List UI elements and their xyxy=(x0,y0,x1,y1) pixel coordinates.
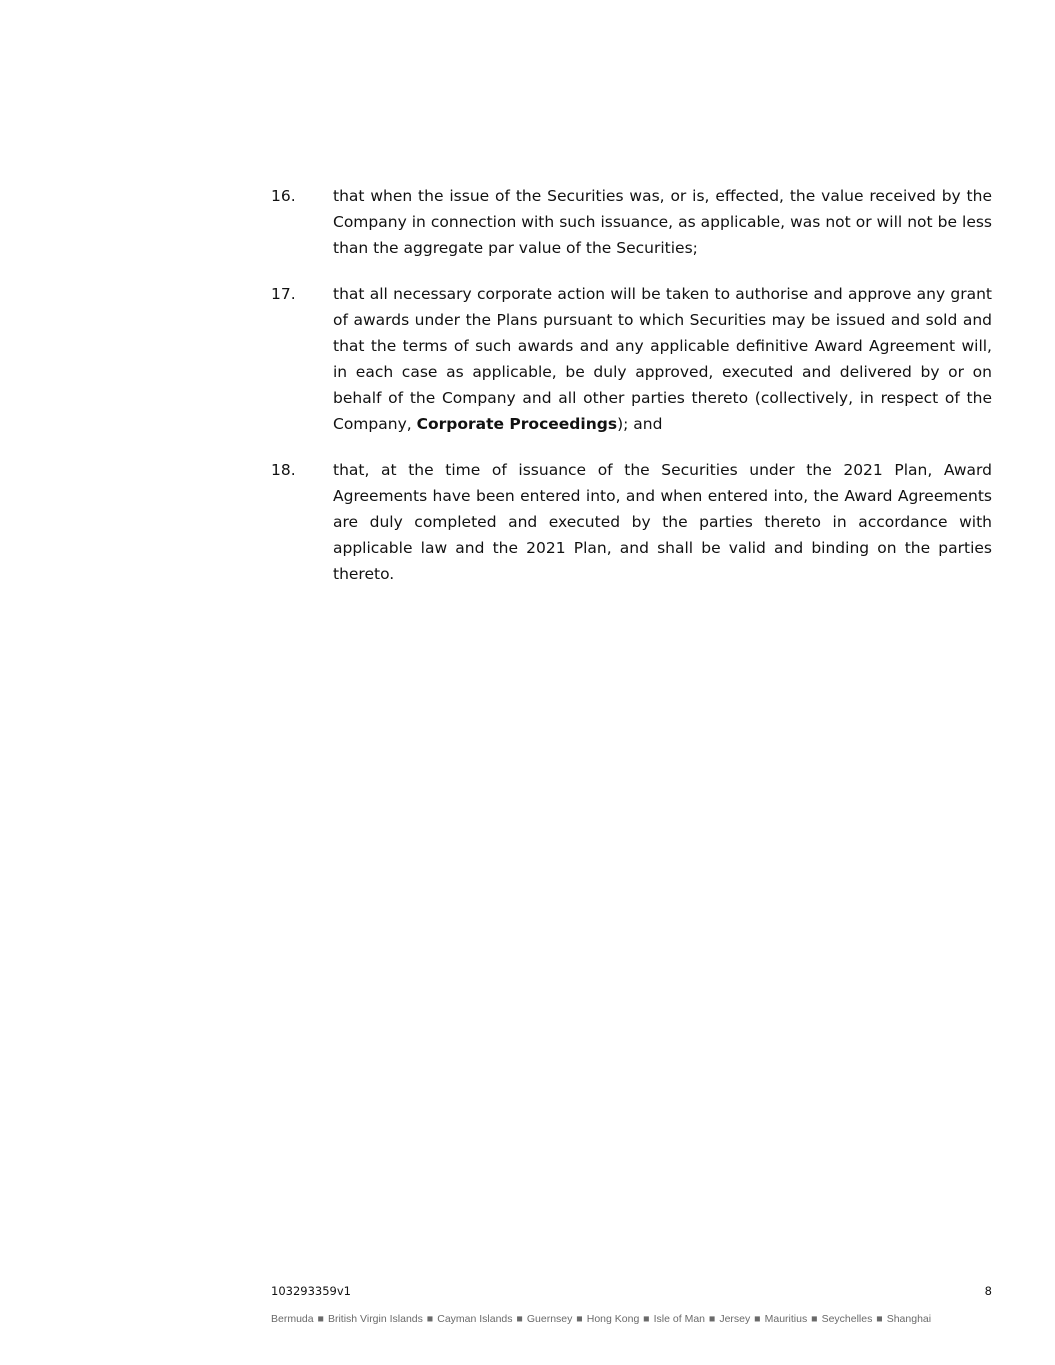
separator-icon: ■ xyxy=(876,1313,883,1325)
clause-16 xyxy=(271,183,992,261)
jurisdiction: Bermuda xyxy=(271,1313,314,1325)
jurisdiction: Cayman Islands xyxy=(437,1313,513,1325)
separator-icon: ■ xyxy=(426,1313,434,1325)
jurisdiction: British Virgin Islands xyxy=(327,1313,423,1325)
separator-icon: ■ xyxy=(754,1313,761,1325)
separator-icon: ■ xyxy=(317,1313,324,1325)
clause-text: that when the issue of the Securities was, or is, effected, the value received by the Company in connection with such issuance, as applicable, was not or will not be less than the aggregate par value of the Securities; xyxy=(333,187,992,257)
clause-17 xyxy=(271,281,992,437)
defined-term: Corporate Proceedings xyxy=(416,415,618,433)
separator-icon: ■ xyxy=(576,1313,583,1325)
separator-icon: ■ xyxy=(643,1313,650,1325)
jurisdiction: Jersey xyxy=(719,1313,751,1325)
clause-text: that, at the time of issuance of the Securities under the 2021 Plan, Award Agreements have been entered into, and when entered into, the Award Agreements are duly completed and executed by the parties thereto in accordance with applicable law and the 2021 Plan, and shall be valid and binding on the parties thereto. xyxy=(333,461,992,583)
assumptions-clause-list xyxy=(271,183,992,607)
clause-number: 18. xyxy=(271,461,296,479)
jurisdiction: Mauritius xyxy=(764,1313,808,1325)
jurisdiction: Seychelles xyxy=(821,1313,873,1325)
jurisdiction: Hong Kong xyxy=(586,1313,640,1325)
clause-number: 16. xyxy=(271,187,296,205)
page-number: 8 xyxy=(984,1284,992,1298)
clause-number: 17. xyxy=(271,285,296,303)
jurisdiction: Isle of Man xyxy=(653,1313,705,1325)
jurisdiction: Guernsey xyxy=(526,1313,573,1325)
office-jurisdictions xyxy=(271,1311,931,1327)
clause-text-after: ); and xyxy=(617,415,663,433)
separator-icon: ■ xyxy=(811,1313,818,1325)
document-reference: 103293359v1 xyxy=(271,1284,351,1298)
separator-icon: ■ xyxy=(709,1313,716,1325)
separator-icon: ■ xyxy=(516,1313,523,1325)
clause-text-before: that all necessary corporate action will be taken to authorise and approve any grant of awards under the Plans pursuant to which Securities may be issued and sold and that the terms of such awards and any applicable definitive Award Agreement will, in each case as applicable, be duly approved, executed and delivered by or on behalf of the Company and all other parties thereto (collectively, in respect of the Company, xyxy=(333,285,992,433)
clause-text xyxy=(333,281,992,437)
clause-18 xyxy=(271,457,992,587)
jurisdiction: Shanghai xyxy=(886,1313,932,1325)
